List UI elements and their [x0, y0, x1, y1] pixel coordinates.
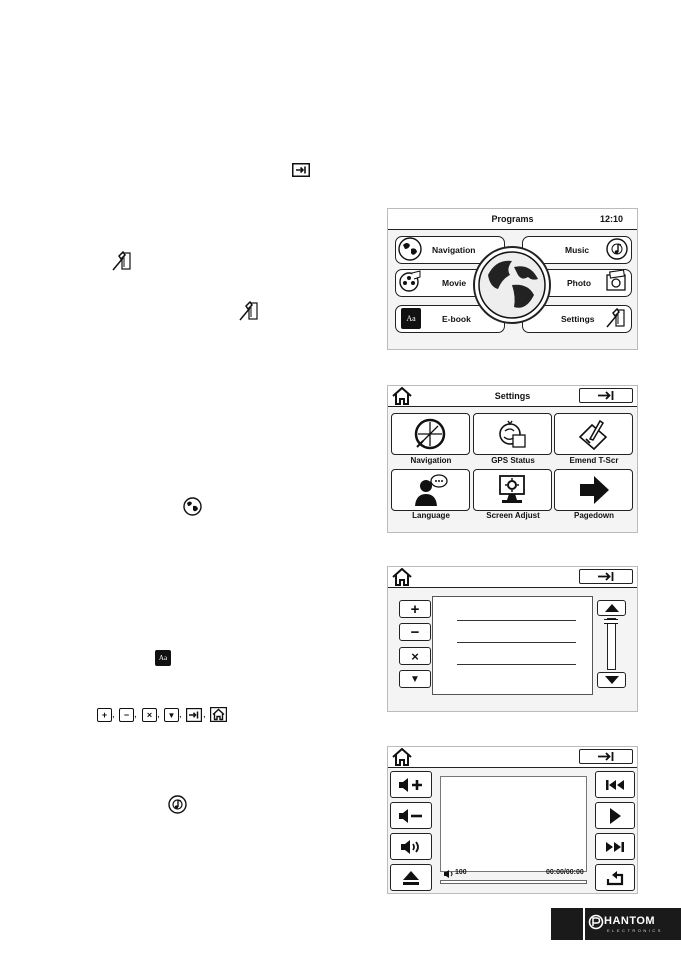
next-track-button[interactable] — [595, 833, 635, 860]
volume-up-button[interactable] — [390, 771, 432, 798]
scroll-track[interactable] — [607, 618, 616, 670]
programs-screen — [387, 208, 638, 350]
navigation-tile-label: Navigation — [410, 456, 452, 465]
list-item[interactable] — [457, 664, 576, 665]
movie-label: Movie — [442, 278, 467, 288]
settings-screen — [387, 385, 638, 533]
brand-logo-left-block — [551, 908, 583, 940]
list-edit-screen — [387, 566, 638, 712]
navigation-tile[interactable] — [391, 413, 470, 455]
delete-button[interactable]: × — [399, 647, 431, 665]
eject-button[interactable] — [390, 864, 432, 891]
progress-bar[interactable] — [440, 880, 587, 884]
home-icon[interactable] — [392, 748, 412, 766]
time-readout: 00:00/00:00 — [546, 869, 584, 876]
volume-up-icon — [398, 777, 424, 793]
language-tile[interactable] — [391, 469, 470, 511]
gps-satellite-icon — [495, 417, 529, 451]
player-display — [440, 776, 587, 872]
close-icon-inline: × — [142, 708, 157, 722]
add-button[interactable]: + — [399, 600, 431, 618]
brand-logo-text: HANTOM — [604, 915, 656, 927]
exit-icon — [596, 390, 616, 401]
play-button[interactable] — [595, 802, 635, 829]
compass-icon — [413, 417, 447, 451]
triangle-up-icon — [605, 604, 619, 612]
list-box[interactable] — [432, 596, 593, 695]
ebook-icon-inline — [154, 649, 172, 667]
globe-icon-inline — [183, 497, 202, 516]
stylus-tap-icon — [576, 417, 610, 451]
volume-down-button[interactable] — [390, 802, 432, 829]
music-label: Music — [565, 245, 590, 255]
volume-down-icon — [398, 808, 424, 824]
volume-icon — [444, 870, 454, 878]
next-track-icon — [605, 841, 625, 853]
speaker-icon — [400, 839, 422, 855]
previous-track-icon — [605, 779, 625, 791]
exit-button[interactable] — [579, 749, 633, 764]
triangle-down-icon — [605, 676, 619, 684]
volume-level: 100 — [455, 869, 467, 876]
ebook-icon-text: Aa — [155, 650, 171, 666]
eject-icon — [401, 870, 421, 886]
screen-adjust-tile[interactable] — [473, 469, 552, 511]
ebook-label: E-book — [442, 314, 471, 324]
remove-button[interactable]: − — [399, 623, 431, 641]
pagedown-tile-label: Pagedown — [573, 511, 614, 520]
navigation-label: Navigation — [432, 245, 476, 255]
scroll-up-button[interactable] — [597, 600, 626, 616]
emend-touchscreen-tile-label: Emend T-Scr — [569, 456, 619, 465]
speaker-button[interactable] — [390, 833, 432, 860]
music-disc-icon — [606, 238, 628, 260]
language-tile-label: Language — [412, 511, 450, 520]
arrow-right-icon — [577, 474, 611, 506]
phantom-logo-icon — [588, 914, 604, 930]
exit-icon-inline-2 — [186, 708, 202, 722]
gps-status-tile-label: GPS Status — [491, 456, 535, 465]
repeat-icon — [605, 870, 625, 886]
exit-button[interactable] — [579, 388, 633, 403]
home-icon[interactable] — [392, 568, 412, 586]
exit-icon-inline — [292, 163, 310, 177]
exit-icon — [596, 751, 616, 762]
previous-track-button[interactable] — [595, 771, 635, 798]
music-player-screen — [387, 746, 638, 894]
scroll-down-button[interactable] — [597, 672, 626, 688]
film-reel-icon — [398, 270, 422, 294]
programs-title: Programs — [491, 214, 534, 224]
settings-title: Settings — [494, 391, 531, 401]
ebook-icon: Aa — [401, 308, 421, 329]
settings-tools-icon-inline-2 — [238, 299, 260, 323]
clock: 12:10 — [599, 214, 623, 224]
monitor-gear-icon — [495, 472, 529, 506]
minus-icon-inline: − — [119, 708, 134, 722]
settings-tools-icon-inline — [111, 249, 133, 273]
dropdown-button[interactable]: ▼ — [399, 670, 431, 688]
pagedown-tile[interactable] — [554, 469, 633, 511]
down-icon-inline: ▼ — [164, 708, 179, 722]
photo-icon — [604, 270, 628, 294]
play-icon — [609, 808, 621, 824]
gps-status-tile[interactable] — [473, 413, 552, 455]
screen-adjust-tile-label: Screen Adjust — [486, 511, 540, 520]
exit-button[interactable] — [579, 569, 633, 584]
brand-logo — [585, 908, 681, 940]
list-item[interactable] — [457, 642, 576, 643]
repeat-button[interactable] — [595, 864, 635, 891]
brand-logo-subtext: ELECTRONICS — [607, 928, 663, 933]
emend-touchscreen-tile[interactable] — [554, 413, 633, 455]
settings-label: Settings — [561, 314, 595, 324]
language-speaker-icon — [412, 472, 448, 508]
list-item[interactable] — [457, 620, 576, 621]
globe-icon — [398, 237, 422, 261]
home-icon-inline — [210, 707, 227, 722]
plus-icon-inline: + — [97, 708, 112, 722]
exit-icon — [596, 571, 616, 582]
center-globe-icon — [472, 245, 552, 325]
music-icon-inline — [168, 795, 187, 814]
photo-label: Photo — [567, 278, 592, 288]
settings-tools-icon — [604, 306, 628, 330]
scrollbar[interactable] — [597, 600, 627, 686]
scroll-thumb[interactable] — [604, 619, 618, 624]
